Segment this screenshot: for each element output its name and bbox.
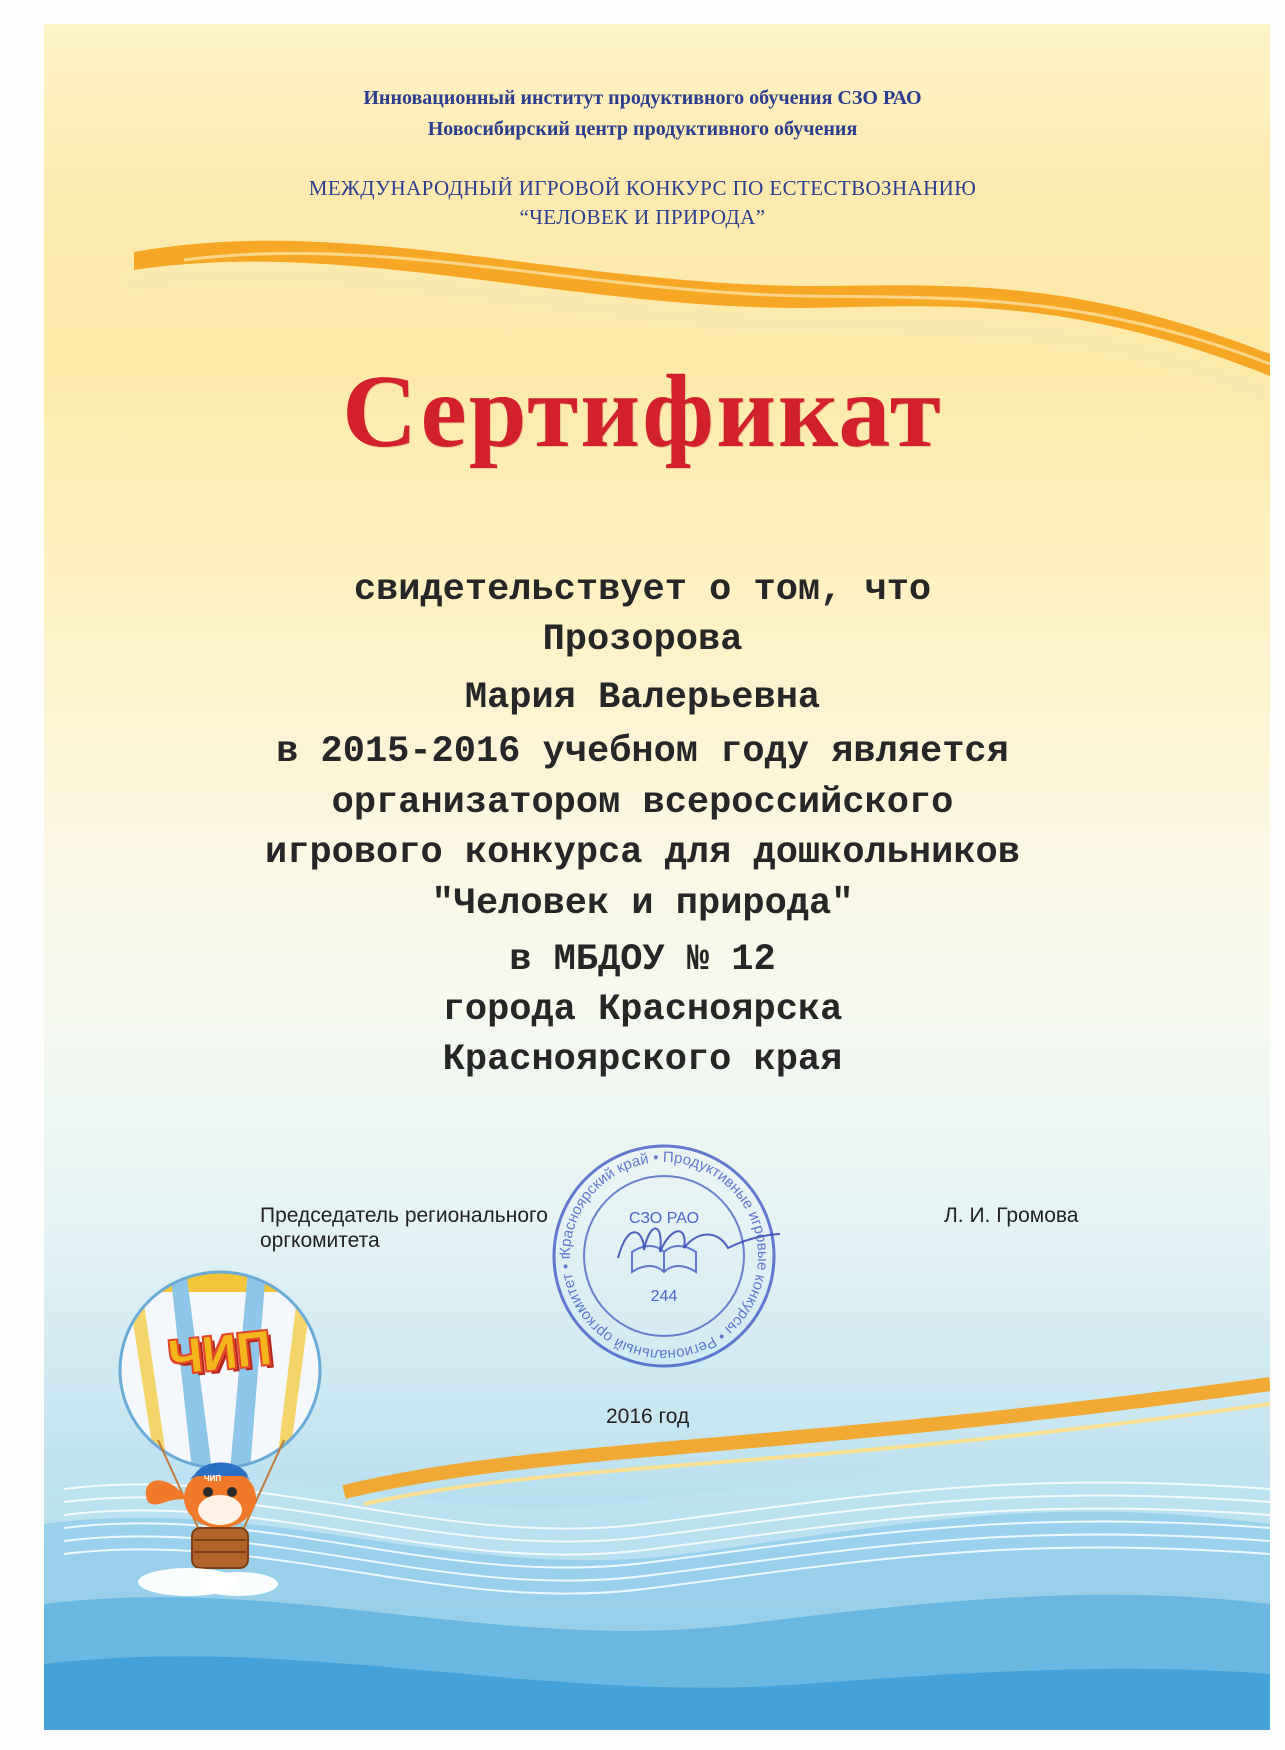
cap-logo-text: ЧИП [204, 1474, 222, 1483]
body-line: свидетельствует о том, что [353, 569, 932, 611]
balloon-logo-illustration [108, 1270, 328, 1600]
recipient-given-names: Мария Валерьевна [464, 677, 821, 719]
round-stamp [548, 1140, 780, 1372]
organization-name: Инновационный институт продуктивного обучения СЗО РАО [363, 87, 922, 109]
contest-subtitle: “ЧЕЛОВЕК И ПРИРОДА” [519, 205, 766, 229]
body-line: в 2015-2016 учебном году является [276, 731, 1009, 773]
issue-year: 2016 год [606, 1405, 690, 1428]
hot-air-balloon-icon [108, 1270, 328, 1600]
signer-role [260, 1203, 548, 1253]
stamp-center-text: СЗО РАО [628, 1210, 700, 1227]
center-name: Новосибирский центр продуктивного обучения [427, 118, 858, 140]
body-line: организатором всероссийского [331, 782, 954, 824]
contest-title: МЕЖДУНАРОДНЫЙ ИГРОВОЙ КОНКУРС ПО ЕСТЕСТВОЗНАНИЮ [308, 176, 977, 200]
signer-role-line2: оргкомитета [260, 1229, 380, 1252]
chip-logo-text: ЧИП [166, 1321, 274, 1386]
contest-name: "Человек и природа" [431, 883, 854, 925]
signer-role-line1: Председатель регионального [260, 1204, 548, 1227]
city: города Красноярска [442, 989, 843, 1031]
stamp-ring-text: Красноярский край • Продуктивные игровые конкурсы • Региональный оргкомитет • г [556, 1148, 772, 1364]
region: Красноярского края [442, 1039, 843, 1081]
stamp-graphic [548, 1140, 780, 1372]
book-icon [632, 1246, 696, 1272]
recipient-surname: Прозорова [542, 619, 743, 661]
body-line: игрового конкурса для дошкольников [265, 832, 1020, 874]
certificate-title: Сертификат [342, 354, 943, 469]
stamp-number: 244 [650, 1288, 678, 1305]
signer-name: Л. И. Громова [944, 1204, 1079, 1227]
fox-mascot [146, 1463, 256, 1529]
institution: в МБДОУ № 12 [509, 939, 776, 981]
